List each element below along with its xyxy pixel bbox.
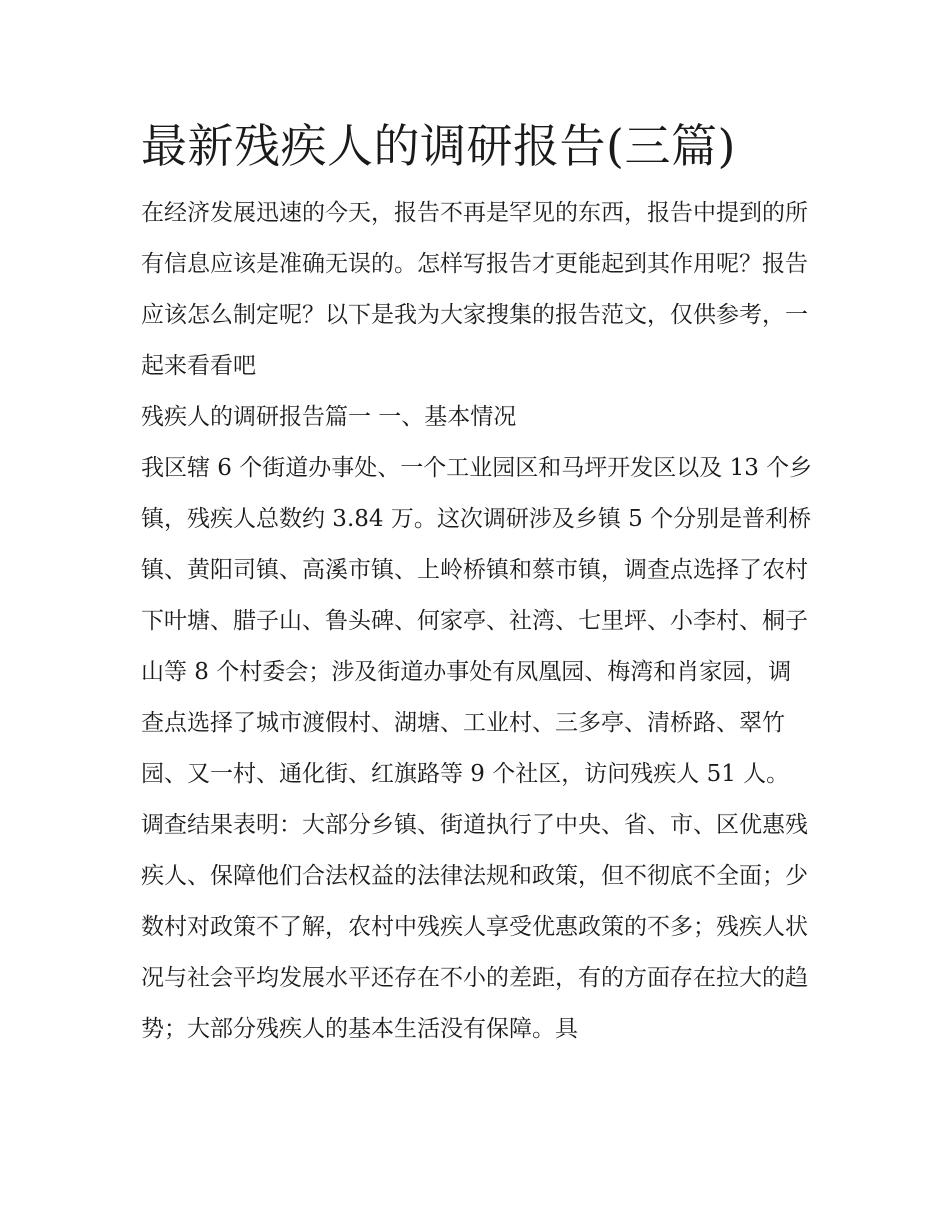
survey-results-paragraph: 调查结果表明：大部分乡镇、街道执行了中央、省、市、区优惠残疾人、保障他们合法权益的法律法规和政策，但不彻底不全面；少数村对政策不了解，农村中残疾人享受优惠政策的不多；残疾人状况与社会平均发展水平还存在不小的差距，有的方面存在拉大的趋势；大部分残疾人的基本生活没有保障。具	[141, 812, 808, 1042]
section-heading: 残疾人的调研报告篇一 一、基本情况	[141, 404, 517, 430]
basic-situation-paragraph: 我区辖 6 个街道办事处、一个工业园区和马坪开发区以及 13 个乡镇，残疾人总数约 3.84 万。这次调研涉及乡镇 5 个分别是普利桥镇、黄阳司镇、高溪市镇、上岭桥镇和蔡市镇，调查点选择了农村下叶塘、腊子山、鲁头碑、何家亭、社湾、七里坪、小李村、桐子山等 8 个村委会；涉及街道办事处有凤凰园、梅湾和肖家园，调查点选择了城市渡假村、湖塘、工业村、三多亭、清桥路、翠竹园、又一村、通化街、红旗路等 9 个社区，访问残疾人 51 人。	[141, 455, 813, 787]
intro-paragraph: 在经济发展迅速的今天，报告不再是罕见的东西，报告中提到的所有信息应该是准确无误的。怎样写报告才更能起到其作用呢？报告应该怎么制定呢？以下是我为大家搜集的报告范文，仅供参考，一起来看看吧	[141, 200, 808, 379]
document-title: 最新残疾人的调研报告(三篇)	[141, 119, 736, 173]
document-page	[141, 112, 813, 1055]
